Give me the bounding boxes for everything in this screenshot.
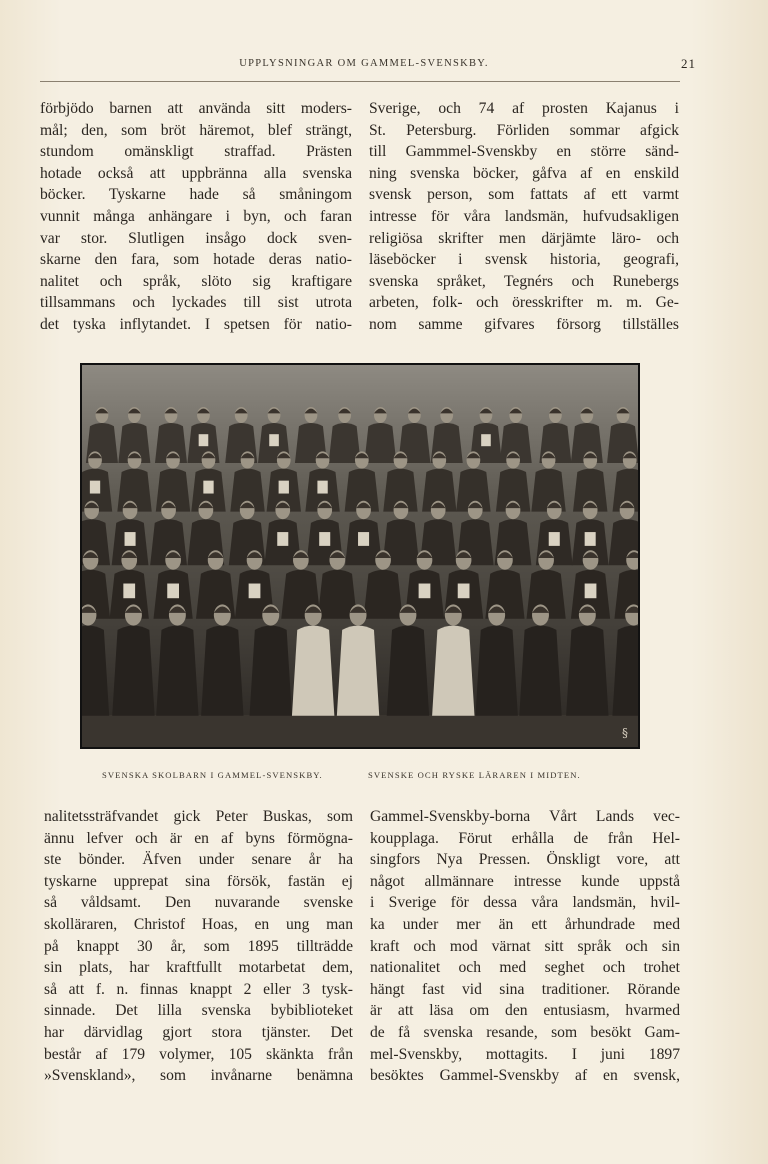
book-icon [319,532,330,546]
text-line: de få svenska resande, som besökt Gam- [370,1023,680,1041]
figure-body [250,626,292,716]
figure-body [201,626,243,716]
group-of-children [82,407,638,716]
text-line: nalitetssträfvandet gick Peter Buskas, som [44,808,353,825]
text-line: sinnade. Det lilla svenska bybiblioteket [44,1002,353,1020]
book-icon [249,584,261,599]
book-icon [358,532,369,546]
book-icon [123,584,135,599]
text-line: tyskarne upprepat sina försök, fastän ej [44,872,353,890]
text-line: St. Petersburg. Förliden sommar afgick [369,121,679,139]
book-icon [277,532,288,546]
text-line: hotade också att uppbränna alla svenska [40,164,352,182]
text-line: skolläraren, Christof Hoas, en ung man [44,915,353,933]
book-icon [167,584,179,599]
figure-body [475,626,517,716]
text-line: svenska språket, Tegnérs och Runebergs [369,272,679,290]
text-line: ste bönder. Äfven under senare år ha [44,851,353,869]
text-line: läseböcker i svensk historia, geografi, [369,251,679,269]
text-line: på knappt 30 år, som 1895 tillträdde [44,937,353,955]
text-line: mål; den, som bröt häremot, blef strängt, [40,121,352,139]
text-line: förbjödo barnen att använda sitt moders- [40,100,352,117]
text-line: ännu lefver och är en af byns förmögna- [44,829,353,847]
text-line: böcker. Tyskarne hade så småningom [40,186,352,204]
book-icon [125,532,136,546]
running-header [40,56,696,78]
text-line: intresse för våra landsmän, hufvudsakligen [369,207,679,225]
book-icon [419,584,431,599]
text-line: något allmännare intresse kunde uppstå [370,872,680,890]
book-icon [458,584,470,599]
figure-body [387,626,429,716]
photo-illustration [82,365,638,747]
text-line: till Gammmel-Svenskby en större sänd- [369,143,679,161]
text-line: svensk person, som fattats af ett varmt [369,186,679,204]
text-line: i Sverige för dessa våra landsmän, hvil- [370,894,680,912]
figure-body [432,626,474,716]
book-icon [481,434,491,446]
text-line: tillsammans och lyckades till sist utrota [40,294,352,312]
book-icon [549,532,560,546]
text-line: består af 179 volymer, 105 skänkta från [44,1045,353,1063]
figure-body [519,626,561,716]
figure-body [337,626,379,716]
text-line: så att f. n. finnas knappt 2 eller 3 tysk- [44,980,353,998]
text-line: religiösa skrifter men därjämte läro- och [369,229,679,247]
text-line: arbeten, folk- och öresskrifter m. m. Ge- [369,294,679,312]
text-column-top-left [40,98,352,336]
text-line: »Svenskland», som invånarne benämna [44,1067,353,1085]
text-line: hängt fast vid sina traditioner. Rörande [370,980,680,998]
text-column-top-right [369,98,679,336]
book-icon [90,481,100,494]
book-icon [585,532,596,546]
figure-body [566,626,608,716]
text-column-bottom-right [370,806,680,1087]
text-line: var stor. Slutligen insågo dock sven- [40,229,352,247]
text-line: det tyska inflytandet. I spetsen för natio- [40,315,352,333]
book-icon [279,481,289,494]
text-line: nalitet och språk, slöto sig kraftigare [40,272,352,290]
text-line: mel-Svenskby, mottagits. I juni 1897 [370,1045,680,1063]
text-line: nationalitet och med seghet och trohet [370,959,680,977]
text-line: Gammel-Svenskby-borna Vårt Lands vec- [370,808,680,825]
text-line: skarne den fara, som hotade deras natio- [40,251,352,269]
figure-body [112,626,154,716]
text-line: har därvidlag gjort stora tjänster. Det [44,1023,353,1041]
book-icon [317,481,327,494]
caption-right: SVENSKE OCH RYSKE LÄRAREN I MIDTEN. [368,770,581,780]
photographer-mark-icon: § [622,726,628,740]
text-line: koupplaga. Förut erhålla de från Hel- [370,829,680,847]
text-line: vunnit många anhängare i byn, och faran [40,207,352,225]
text-line: nom samme gifvares försorg tillställes [369,315,679,333]
text-line: Sverige, och 74 af prosten Kajanus i [369,100,679,117]
text-line: så våldsamt. Den nuvarande svenske [44,894,353,912]
header-rule [40,81,680,82]
book-icon [269,434,279,446]
figure-body [292,626,334,716]
figure-body [363,570,402,619]
text-line: kraft och mod värnat sitt språk och sin [370,937,680,955]
text-column-bottom-left [44,806,353,1087]
text-line: är att läsa om den entusiasm, hvarmed [370,1002,680,1020]
page-number: 21 [681,56,696,71]
figure-body [364,423,396,463]
text-line: stundom omänskligt straffad. Prästen [40,143,352,161]
school-group-photo [80,363,640,749]
figure-body [156,626,198,716]
book-icon [585,584,597,599]
text-line: besöktes Gammel-Svenskby af en svensk, [370,1067,680,1085]
text-line: singfors Nya Pressen. Önskligt vore, att [370,851,680,869]
caption-left: SVENSKA SKOLBARN I GAMMEL-SVENSKBY. [102,770,323,780]
text-line: ning svenska böcker, gåfva af en enskild [369,164,679,182]
text-line: ka under mer än ett århundrade med [370,915,680,933]
text-line: sin plats, har kraftfullt motarbetat dem, [44,959,353,977]
running-title: UPPLYSNINGAR OM GAMMEL-SVENSKBY. [239,58,489,69]
book-icon [203,481,213,494]
book-icon [199,434,209,446]
